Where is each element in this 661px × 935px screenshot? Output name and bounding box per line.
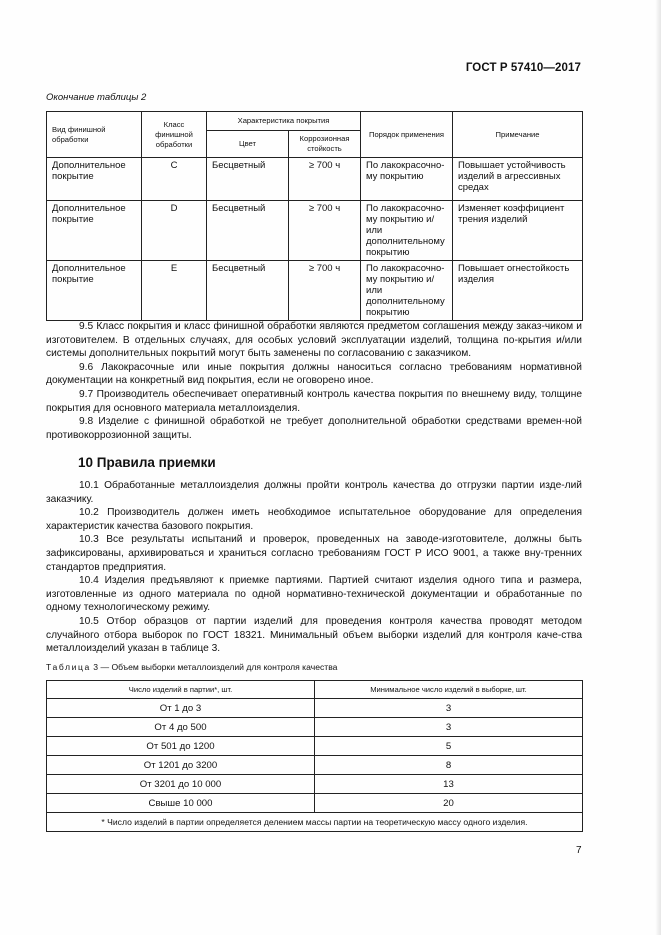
table-header-row — [47, 681, 583, 699]
table2-caption: Окончание таблицы 2 — [46, 92, 147, 103]
cell-corrosion: ≥ 700 ч — [289, 158, 361, 201]
paragraph-10-1: 10.1 Обработанные металлоизделия должны пройти контроль качества до отгрузки партии изде-лий заказчику. — [46, 480, 582, 505]
section-title: 10 Правила приемки — [78, 455, 216, 470]
table-header-row — [47, 112, 583, 131]
paragraph-9-7: 9.7 Производитель обеспечивает оперативный контроль качества покрытия по внешнему виду, толщине покрытия для основного материала металлоизделия. — [46, 388, 582, 414]
cell-corrosion: ≥ 700 ч — [289, 261, 361, 321]
cell-lot-size: От 501 до 1200 — [47, 737, 315, 756]
cell-note: Повышает огнестойкость изделия — [453, 261, 583, 321]
standard-header: ГОСТ Р 57410—2017 — [465, 62, 581, 74]
table-row — [47, 158, 583, 201]
cell-lot-size: От 1 до 3 — [47, 699, 315, 718]
paragraph-9-5: 9.5 Класс покрытия и класс финишной обработки являются предметом соглашения между заказ-чиком и изготовителем. В отдельных случаях, для особых условий эксплуатации изделий, толщина по-крытия и/или системы дополнительных покрытий могут быть заменены по согласованию с заказчиком. — [46, 321, 582, 360]
section9-text — [46, 320, 582, 442]
cell-color: Бесцветный — [207, 158, 289, 201]
cell-type: Дополнительное покрытие — [47, 158, 142, 201]
sample-size-table — [46, 680, 583, 832]
table-row — [47, 794, 583, 813]
cell-min-sample: 8 — [315, 756, 583, 775]
paragraph-10-3: 10.3 Все результаты испытаний и проверок, проведенных на заводе-изготовителе, должны быть зафиксированы, архивироваться и храниться согласно требованиям ГОСТ Р ИСО 9001, а также вну-тренних стандартов предприятия. — [46, 534, 582, 573]
cell-lot-size: Свыше 10 000 — [47, 794, 315, 813]
cell-min-sample: 13 — [315, 775, 583, 794]
paragraph-9-6: 9.6 Лакокрасочные или иные покрытия должны наноситься согласно требованиям нормативной документации на конкретный вид покрытия, если не оговорено иное. — [46, 361, 582, 387]
cell-note: Повышает устойчивость изделий в агрессивных средах — [453, 158, 583, 201]
header-note: Примечание — [453, 112, 583, 158]
paragraph-10-5: 10.5 Отбор образцов от партии изделий для проведения контроля качества проводят методом случайного отбора выборок по ГОСТ 18321. Минимальный объем выборки изделий для контроля каче-ства металлоизделий указан в таблице 3. — [46, 615, 582, 655]
header-min-sample: Минимальное число изделий в выборке, шт. — [315, 681, 583, 699]
table-row — [47, 775, 583, 794]
table-row — [47, 699, 583, 718]
header-color: Цвет — [207, 131, 289, 158]
table3-caption-text: 3 — Объем выборки металлоизделий для контроля качества — [93, 662, 338, 672]
cell-class: E — [142, 261, 207, 321]
section10-text — [46, 479, 582, 656]
table-footnote-row — [47, 813, 583, 832]
table3-caption — [46, 662, 337, 672]
cell-class: C — [142, 158, 207, 201]
page-number: 7 — [576, 845, 582, 856]
table-row — [47, 737, 583, 756]
page-edge — [655, 0, 661, 935]
cell-class: D — [142, 201, 207, 261]
cell-min-sample: 3 — [315, 699, 583, 718]
cell-type: Дополнительное покрытие — [47, 261, 142, 321]
coating-table — [46, 111, 583, 321]
cell-order: По лакокрасочно-му покрытию — [361, 158, 453, 201]
header-corrosion: Коррозионная стойкость — [289, 131, 361, 158]
header-class: Класс финишной обработки — [142, 112, 207, 158]
header-lot-size: Число изделий в партии*, шт. — [47, 681, 315, 699]
table-row — [47, 261, 583, 321]
cell-color: Бесцветный — [207, 261, 289, 321]
cell-min-sample: 5 — [315, 737, 583, 756]
cell-note: Изменяет коэффициент трения изделий — [453, 201, 583, 261]
header-order: Порядок применения — [361, 112, 453, 158]
cell-lot-size: От 1201 до 3200 — [47, 756, 315, 775]
table-row — [47, 718, 583, 737]
cell-lot-size: От 4 до 500 — [47, 718, 315, 737]
paragraph-9-8: 9.8 Изделие с финишной обработкой не требует дополнительной обработки средствами времен-ной противокоррозионной защиты. — [46, 416, 582, 441]
table-row — [47, 201, 583, 261]
table-footnote: * Число изделий в партии определяется делением массы партии на теоретическую массу одного изделия. — [47, 813, 583, 832]
table-row — [47, 756, 583, 775]
cell-min-sample: 3 — [315, 718, 583, 737]
cell-lot-size: От 3201 до 10 000 — [47, 775, 315, 794]
cell-type: Дополнительное покрытие — [47, 201, 142, 261]
cell-order: По лакокрасочно-му покрытию и/или дополнительному покрытию — [361, 261, 453, 321]
cell-order: По лакокрасочно-му покрытию и/или дополнительному покрытию — [361, 201, 453, 261]
cell-min-sample: 20 — [315, 794, 583, 813]
cell-color: Бесцветный — [207, 201, 289, 261]
cell-corrosion: ≥ 700 ч — [289, 201, 361, 261]
header-type: Вид финишной обработки — [47, 112, 142, 158]
header-characteristic: Характеристика покрытия — [207, 112, 361, 131]
paragraph-10-2: 10.2 Производитель должен иметь необходимое испытательное оборудование для определения характеристик качества базового покрытия. — [46, 507, 582, 532]
paragraph-10-4: 10.4 Изделия предъявляют к приемке партиями. Партией считают изделия одного типа и размера, изготовленные из одного материала по одной нормативно-технической документации и обработанные по одному технологическому режиму. — [46, 575, 582, 614]
table3-caption-label: Таблица — [46, 662, 91, 672]
